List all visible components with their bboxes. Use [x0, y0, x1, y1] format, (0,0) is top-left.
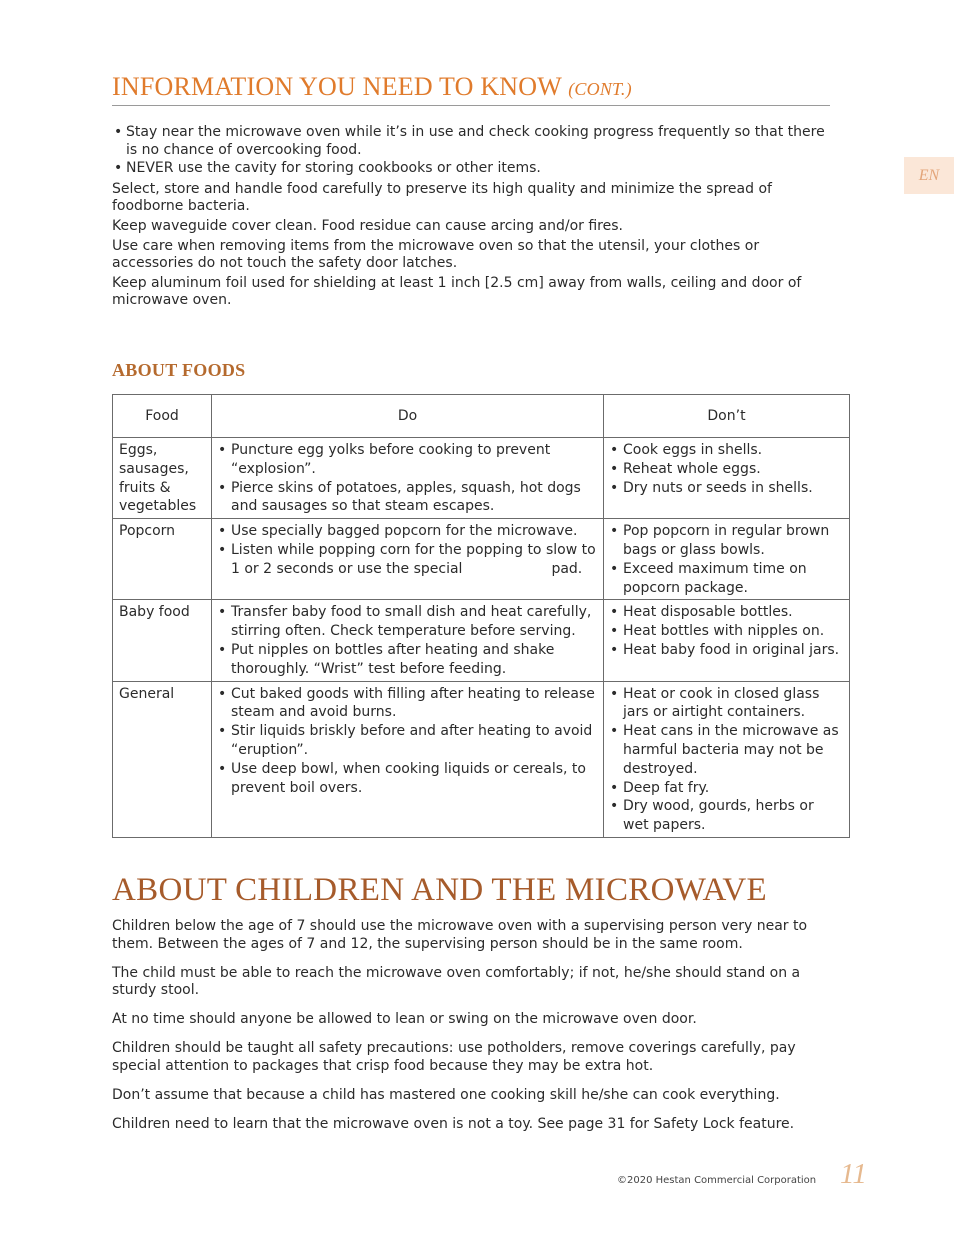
- section-title: [112, 72, 830, 106]
- dont-item: • Deep fat fry.: [610, 779, 843, 798]
- copyright-text: ©2020 Hestan Commercial Corporation: [617, 1175, 817, 1186]
- dont-cell: [604, 600, 850, 681]
- dont-item: • Heat bottles with nipples on.: [610, 622, 843, 641]
- do-item: • Stir liquids briskly before and after heating to avoid “eruption”.: [218, 722, 597, 760]
- dont-item: • Heat cans in the microwave as harmful bacteria may not be destroyed.: [610, 722, 843, 778]
- children-paragraph: The child must be able to reach the microwave oven comfortably; if not, he/she should stand on a sturdy stool.: [112, 964, 801, 998]
- info-bullets: [112, 123, 830, 177]
- do-item: • Puncture egg yolks before cooking to prevent “explosion”.: [218, 441, 597, 479]
- food-cell: General: [113, 681, 212, 837]
- children-paragraph: Children should be taught all safety precautions: use potholders, remove coverings carefully, pay special attention to packages that crisp food because they may be extra hot.: [112, 1040, 796, 1074]
- info-paragraph: Keep waveguide cover clean. Food residue can cause arcing and/or fires.: [112, 218, 623, 234]
- table-row: [113, 681, 850, 837]
- do-item: • Use deep bowl, when cooking liquids or cereals, to prevent boil overs.: [218, 760, 597, 798]
- info-bullet: • Stay near the microwave oven while it’s in use and check cooking progress frequently so that there is no chance of overcooking food.: [112, 123, 830, 159]
- dont-item: • Pop popcorn in regular brown bags or glass bowls.: [610, 522, 843, 560]
- dont-item: • Dry wood, gourds, herbs or wet papers.: [610, 797, 843, 835]
- language-tab[interactable]: EN: [904, 157, 954, 194]
- children-paragraph: Don’t assume that because a child has mastered one cooking skill he/she can cook everything.: [112, 1086, 780, 1103]
- header-food: Food: [113, 395, 212, 438]
- dont-cell: [604, 519, 850, 600]
- food-cell: Popcorn: [113, 519, 212, 600]
- dont-cell: [604, 681, 850, 837]
- do-item: • Listen while popping corn for the popping to slow to 1 or 2 seconds or use the special pad.: [218, 541, 597, 579]
- children-paragraph: Children below the age of 7 should use the microwave oven with a supervising person very near to them. Between the ages of 7 and 12, the supervising person should be in the same room.: [112, 918, 808, 952]
- do-cell: [212, 600, 604, 681]
- info-paragraph: Select, store and handle food carefully to preserve its high quality and minimize the spread of foodborne bacteria.: [112, 181, 772, 214]
- foods-table: [112, 394, 850, 838]
- do-item: • Use specially bagged popcorn for the microwave.: [218, 522, 597, 541]
- dont-item: • Reheat whole eggs.: [610, 460, 843, 479]
- do-item: • Cut baked goods with filling after heating to release steam and avoid burns.: [218, 685, 597, 723]
- about-foods-title: ABOUT FOODS: [112, 360, 246, 380]
- do-cell: [212, 438, 604, 519]
- food-cell: Eggs, sausages, fruits & vegetables: [113, 438, 212, 519]
- page-number: 11: [840, 1158, 867, 1190]
- do-item: • Transfer baby food to small dish and heat carefully, stirring often. Check temperature before serving.: [218, 603, 597, 641]
- food-cell: Baby food: [113, 600, 212, 681]
- dont-item: • Cook eggs in shells.: [610, 441, 843, 460]
- section-title-suffix: (CONT.): [568, 79, 632, 99]
- table-header-row: [113, 395, 850, 438]
- dont-item: • Heat disposable bottles.: [610, 603, 843, 622]
- info-bullet: • NEVER use the cavity for storing cookbooks or other items.: [112, 159, 830, 177]
- info-paragraph: Keep aluminum foil used for shielding at least 1 inch [2.5 cm] away from walls, ceiling and door of microwave oven.: [112, 275, 802, 308]
- header-dont: Don’t: [604, 395, 850, 438]
- dont-item: • Heat baby food in original jars.: [610, 641, 843, 660]
- table-row: [113, 519, 850, 600]
- do-item: • Pierce skins of potatoes, apples, squash, hot dogs and sausages so that steam escapes.: [218, 479, 597, 517]
- dont-item: • Heat or cook in closed glass jars or airtight containers.: [610, 685, 843, 723]
- dont-item: • Exceed maximum time on popcorn package.: [610, 560, 843, 598]
- header-do: Do: [212, 395, 604, 438]
- children-paragraph: At no time should anyone be allowed to lean or swing on the microwave oven door.: [112, 1011, 697, 1027]
- do-item: • Put nipples on bottles after heating and shake thoroughly. “Wrist” test before feeding.: [218, 641, 597, 679]
- section-title-text: INFORMATION YOU NEED TO KNOW: [112, 72, 562, 101]
- info-paragraph: Use care when removing items from the microwave oven so that the utensil, your clothes or accessories do not touch the safety door latches.: [112, 238, 760, 271]
- dont-item: • Dry nuts or seeds in shells.: [610, 479, 843, 498]
- do-cell: [212, 681, 604, 837]
- children-paragraph: Children need to learn that the microwave oven is not a toy. See page 31 for Safety Lock feature.: [112, 1115, 795, 1132]
- table-row: [113, 600, 850, 681]
- children-title: ABOUT CHILDREN AND THE MICROWAVE: [112, 872, 767, 908]
- table-row: [113, 438, 850, 519]
- children-section: [112, 918, 830, 1145]
- do-cell: [212, 519, 604, 600]
- info-paragraphs: [112, 181, 830, 312]
- dont-cell: [604, 438, 850, 519]
